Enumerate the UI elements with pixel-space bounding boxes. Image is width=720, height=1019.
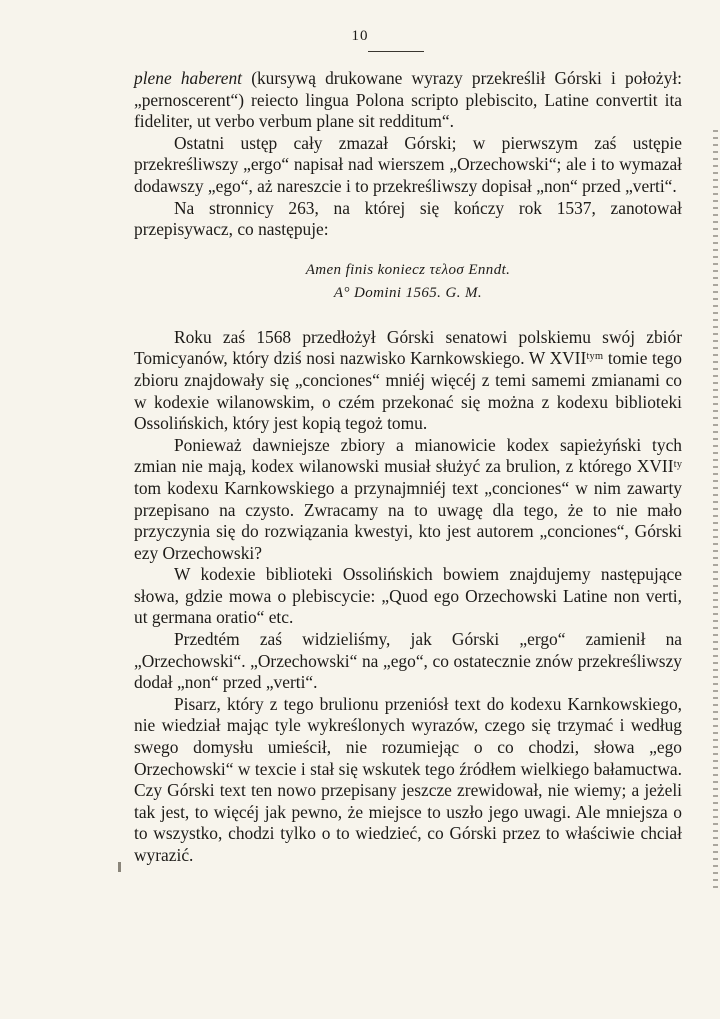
paragraph-1-text: (kursywą drukowane wyrazy przekreślił Górski i położył: „pernoscerent“) reiecto lingua Polona scripto plebiscito, Latine convertit ita fideliter, ut verbo verbum plane sit redditum“. <box>134 68 682 132</box>
text-block <box>134 68 682 867</box>
paragraph-5: Ponieważ dawniejsze zbiory a mianowicie kodex sapieżyński tych zmian nie mają, kodex wilanowski musiał służyć za brulion, z którego XVIIᵗʸ tom kodexu Karnkowskiego a przynajmniéj text „conciones“ w nim zawarty przepisano na czysto. Zwracamy na to uwagę dla tego, że to nie mało przyczynia się do rozwiązania kwestyi, kto jest autorem „conciones“, Górski ezy Orzechowski? <box>134 434 682 563</box>
paragraph-8: Pisarz, który z tego brulionu przeniósł text do kodexu Karnkowskiego, nie wiedział mając tyle wykreślonych wyrazów, czego się trzymać i według swego domysłu umieścił, nie rozumiejąc o co chodzi, słowa „ego Orzechowski“ w texcie i stał się wskutek tego źródłem wielkiego bałamuctwa. Czy Górski text ten nowo przepisany jeszcze zrewidował, nie wiemy; a jeżeli tak jest, to więcéj jak pewno, że miejsce to uszło jego uwagi. Ale mniejsza o to wszystko, chodzi tylko o to wiedzieć, co Górski przez to właściwie chciał wyrazić. <box>134 693 682 865</box>
paragraph-4: Roku zaś 1568 przedłożył Górski senatowi polskiemu swój zbiór Tomicyanów, który dziś nosi nazwisko Karnkowskiego. W XVIIᵗʸᵐ tomie tego zbioru znajdowały się „conciones“ mniéj więcéj z temi samemi zmianami co w kodexie wilanowskim, o czém przekonać się można z kodexu biblioteki Ossolińskich, który jest kopią tegoż tomu. <box>134 326 682 434</box>
paragraph-6: W kodexie biblioteki Ossolińskich bowiem znajdujemy następujące słowa, gdzie mowa o plebiscycie: „Quod ego Orzechowski Latine non verti, ut germana oratio“ etc. <box>134 564 682 628</box>
paragraph-7: Przedtém zaś widzieliśmy, jak Górski „ergo“ zamienił na „Orzechowski“. „Orzechowski“ na „ego“, co ostatecznie znów przekreśliwszy dodał „non“ przed „verti“. <box>134 629 682 693</box>
colophon-quote <box>134 259 682 305</box>
quote-line-2: A° Domini 1565. G. M. <box>333 284 483 301</box>
italic-lead: plene haberent <box>134 68 243 88</box>
page-number: 10 <box>351 28 369 44</box>
header-rule <box>368 51 424 52</box>
margin-mark <box>118 862 121 872</box>
page-edge-shadow <box>713 130 718 890</box>
quote-line-1: Amen finis koniecz τελοσ Enndt. <box>305 261 511 278</box>
paragraph-2: Ostatni ustęp cały zmazał Górski; w pierwszym zaś ustępie przekreśliwszy „ergo“ napisał nad wierszem „Orzechowski“; ale i to wymazał dodawszy „ego“, aż nareszcie i to przekreśliwszy dopisał „non“ przed „verti“. <box>134 132 682 196</box>
paragraph-3: Na stronnicy 263, na której się kończy rok 1537, zanotował przepisywacz, co następuje: <box>134 197 682 240</box>
paragraph-1 <box>134 68 682 133</box>
